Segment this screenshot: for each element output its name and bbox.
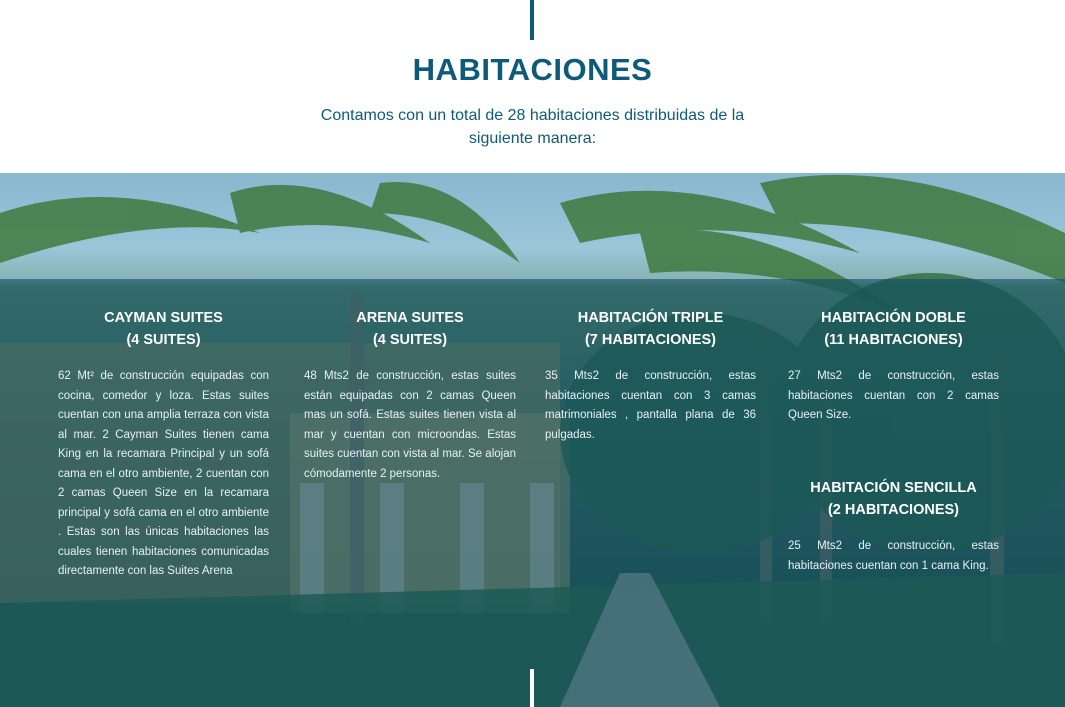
room-count: (4 SUITES) [372, 332, 448, 348]
room-card-arena-suites [304, 307, 516, 484]
room-title [788, 477, 999, 521]
room-title [788, 307, 999, 351]
room-count: (11 HABITACIONES) [824, 332, 963, 348]
intro-text: Contamos con un total de 28 habitaciones distribuidas de la siguiente manera: [320, 107, 745, 147]
room-description: 27 Mts2 de construcción, estas habitaciones cuentan con 2 camas Queen Size. [788, 370, 999, 421]
page-title: HABITACIONES [412, 52, 653, 87]
room-card-cayman-suites [58, 307, 269, 582]
room-count: (7 HABITACIONES) [584, 332, 717, 348]
room-title [545, 307, 756, 351]
room-count: (2 HABITACIONES) [827, 502, 960, 518]
room-description: 48 Mts2 de construcción, estas suites están equipadas con 2 camas Queen mas un sofá. Estas suites tienen vista al mar y cuentan con microondas. Estas suites cuentan con vista al mar. Se alojan cómodamente 2 personas. [304, 370, 516, 480]
room-title [58, 307, 269, 351]
room-count: (4 SUITES) [126, 332, 201, 348]
room-name: CAYMAN SUITES [104, 310, 223, 326]
room-title [304, 307, 516, 351]
room-card-habitacion-triple [545, 307, 756, 445]
room-name: HABITACIÓN TRIPLE [577, 310, 724, 326]
room-card-habitacion-sencilla [788, 477, 999, 576]
top-divider-line [530, 0, 534, 40]
room-description: 25 Mts2 de construcción, estas habitaciones cuentan con 1 cama King. [788, 540, 999, 572]
room-name: ARENA SUITES [356, 310, 464, 326]
room-name: HABITACIÓN SENCILLA [810, 480, 977, 496]
room-card-habitacion-doble [788, 307, 999, 426]
room-description: 62 Mt² de construcción equipadas con cocina, comedor y loza. Estas suites cuentan con una amplia terraza con vista al mar. 2 Cayman Suites tienen cama King en la recamara Principal y un sofá cama en el otro ambiente, 2 cuentan con 2 camas Queen Size en la recamara principal y sofá cama en el otro ambiente . Estas son las únicas habitaciones las cuales tienen habitaciones comunicadas directamente con las Suites Arena [58, 370, 269, 577]
rooms-section [0, 173, 1065, 707]
bottom-divider-line [530, 669, 534, 707]
room-description: 35 Mts2 de construcción, estas habitaciones cuentan con 3 camas matrimoniales , pantalla plana de 36 pulgadas. [545, 370, 756, 441]
room-name: HABITACIÓN DOBLE [821, 310, 966, 326]
